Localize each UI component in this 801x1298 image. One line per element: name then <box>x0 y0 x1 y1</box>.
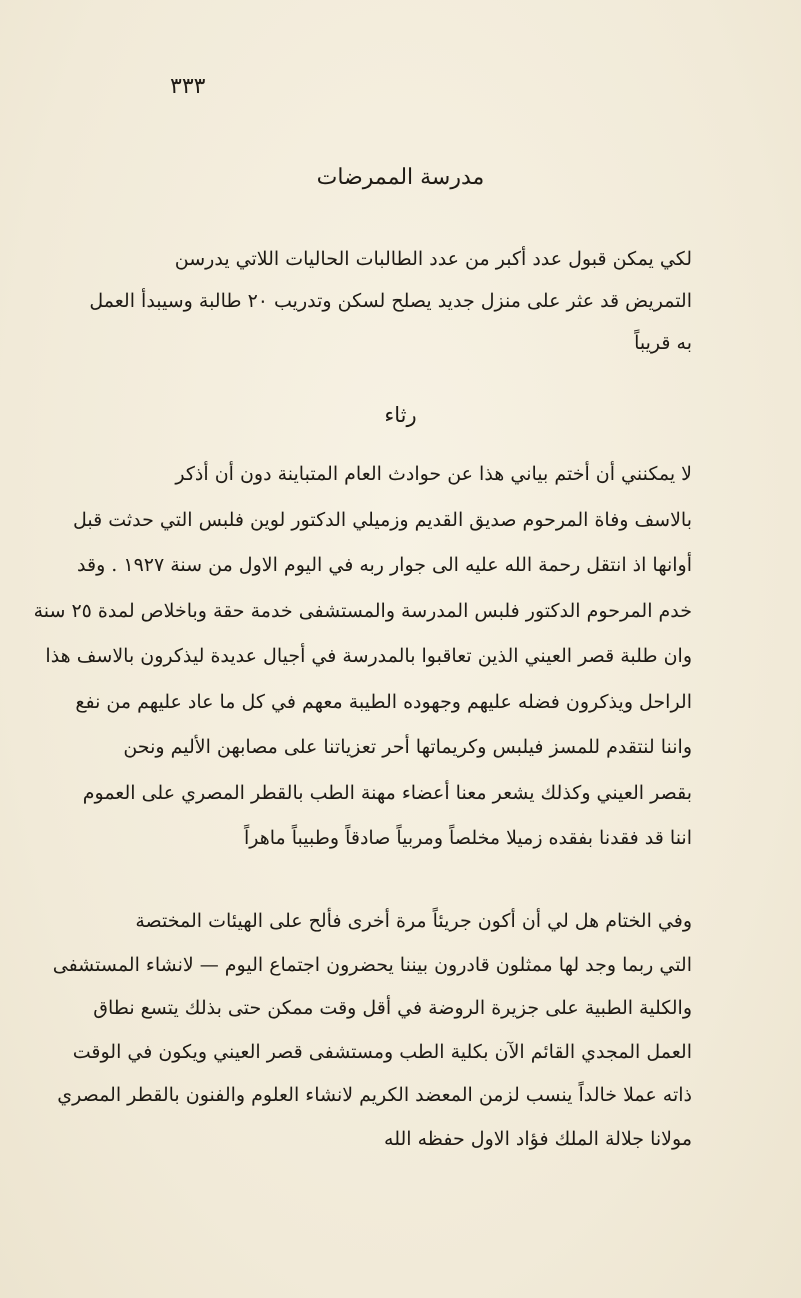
text-line: لكي يمكن قبول عدد أكبر من عدد الطالبات الحاليات اللاتي يدرسن <box>174 248 692 270</box>
text-line: واننا لنتقدم للمسز فيلبس وكريماتها أحر تعزياتنا على مصابهن الأليم ونحن <box>123 736 692 758</box>
paragraph-eulogy <box>33 452 692 725</box>
paragraph-nursing-school <box>89 238 692 364</box>
text-line: وفي الختام هل لي أن أكون جريئاً مرة أخرى فألح على الهيئات المختصة <box>135 910 692 932</box>
text-line: اننا قد فقدنا بفقده زميلا مخلصاً ومربياً صادقاً وطبيباً ماهراً <box>243 827 692 849</box>
text-line: مولانا جلالة الملك فؤاد الاول حفظه الله <box>384 1127 692 1150</box>
text-line: به قريباً <box>634 332 692 354</box>
text-line: الراحل ويذكرون فضله عليهم وجهوده الطيبة معهم في كل ما عاد عليهم من نفع <box>75 690 692 713</box>
text-line: بالاسف وفاة المرحوم صديق القديم وزميلي الدكتور لوين فلبس التي حدثت قبل <box>72 508 692 531</box>
text-line: بقصر العيني وكذلك يشعر معنا أعضاء مهنة الطب بالقطر المصري على العموم <box>82 781 692 804</box>
text-line: العمل المجدي القائم الآن بكلية الطب ومستشفى قصر العيني ويكون في الوقت <box>72 1040 692 1063</box>
subheading-eulogy: رثاء <box>384 403 417 427</box>
section-title: مدرسة الممرضات <box>316 165 485 190</box>
page-number: ٣٣٣ <box>170 74 206 99</box>
text-line: وان طلبة قصر العيني الذين تعاقبوا بالمدرسة في أجيال عديدة ليذكرون بالاسف هذا <box>45 645 692 667</box>
text-line: التي ربما وجد لها ممثلون قادرون بيننا يحضرون اجتماع اليوم — لانشاء المستشفى <box>52 953 692 976</box>
text-line: لا يمكنني أن أختم بياني هذا عن حوادث العام المتباينة دون أن أذكر <box>175 463 692 485</box>
text-line: ذاته عملا خالداً ينسب لزمن المعضد الكريم لانشاء العلوم والفنون بالقطر المصري <box>57 1084 692 1106</box>
text-line: خدم المرحوم الدكتور فلبس المدرسة والمستشفى خدمة حقة وباخلاص لمدة ٢٥ سنة <box>33 599 692 622</box>
paragraph-condolences <box>82 725 692 862</box>
text-line: أوانها اذ انتقل رحمة الله عليه الى جوار ربه في اليوم الاول من سنة ١٩٢٧ . وقد <box>77 554 692 576</box>
text-line: والكلية الطبية على جزيرة الروضة في أقل وقت ممكن حتى بذلك يتسع نطاق <box>93 997 692 1019</box>
text-line: التمريض قد عثر على منزل جديد يصلح لسكن وتدريب ٢٠ طالبة وسيبدأ العمل <box>89 290 692 312</box>
paragraph-conclusion <box>52 900 692 1161</box>
